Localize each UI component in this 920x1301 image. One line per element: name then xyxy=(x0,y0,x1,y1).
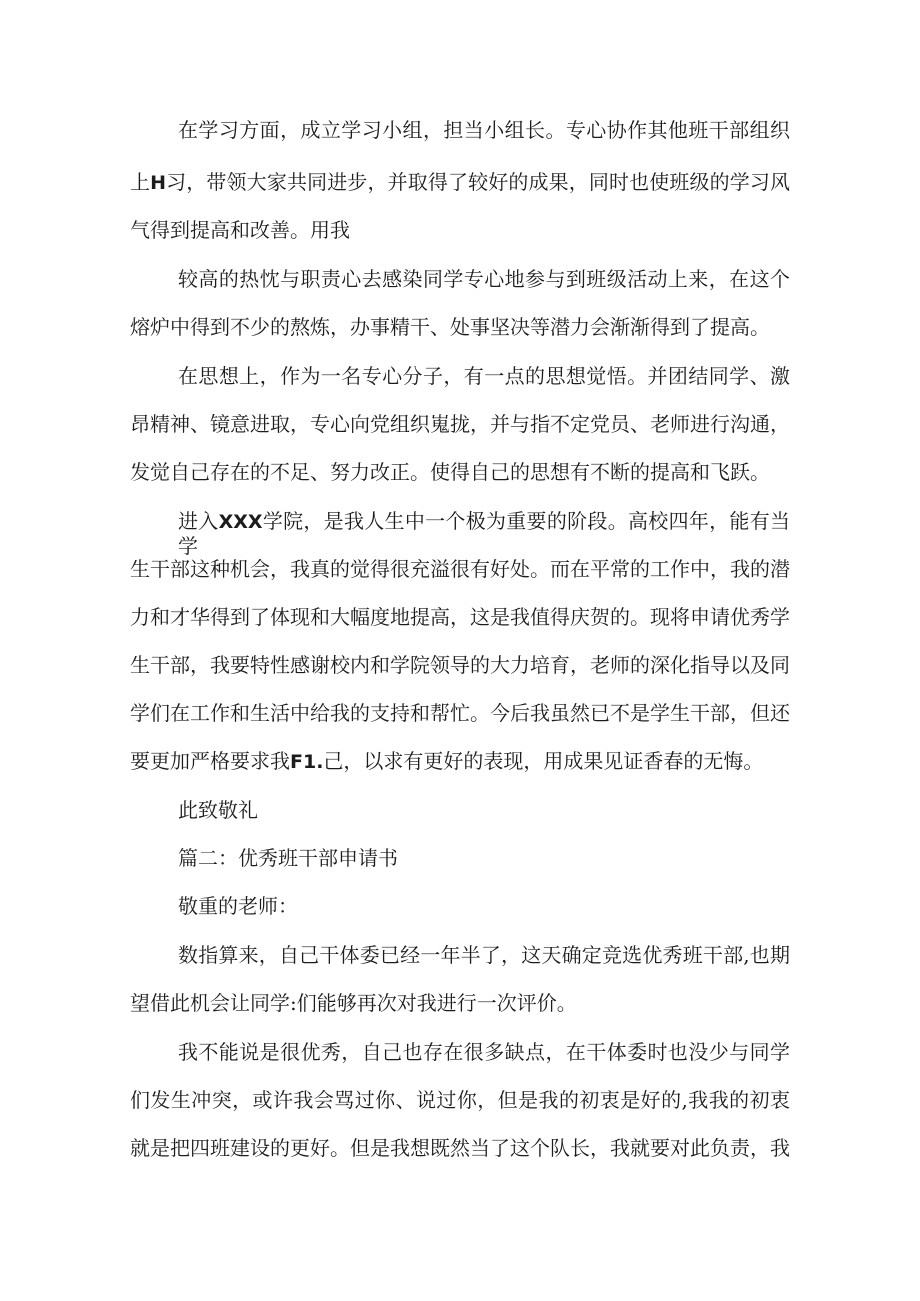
bold-text-segment: F1. xyxy=(290,751,324,773)
text-line: 望借此机会让同学:们能够再次对我进行一次评价。 xyxy=(130,991,577,1015)
text-line: 生干部这种机会，我真的觉得很充溢很有好处。而在平常的工作中，我的潜 xyxy=(130,557,790,581)
text-line: 学们在工作和生活中给我的支持和帮忙。今后我虽然已不是学生干部，但还 xyxy=(130,701,790,725)
text-line: 熔炉中得到不少的熬炼，办事精干、处事坚决等潜力会渐渐得到了提高。 xyxy=(130,315,770,339)
greeting-line: 敬重的老师： xyxy=(178,894,298,918)
text-line xyxy=(178,509,791,558)
text-line: 发觉自己存在的不足、努力改正。使得自己的思想有不断的提高和飞跃。 xyxy=(130,460,770,484)
text-line: 我不能说是很优秀，自己也存在很多缺点，在干体委时也没少与同学 xyxy=(178,1040,790,1064)
text-line: 们发生冲突，或许我会骂过你、说过你，但是我的初衷是好的,我我的初衷 xyxy=(130,1088,790,1112)
text-line: 气得到提高和改善。用我 xyxy=(130,218,350,242)
section-heading: 篇二：优秀班干部申请书 xyxy=(178,846,398,870)
text-line xyxy=(130,749,790,773)
text-segment: 要更加严格要求我 xyxy=(130,749,290,773)
text-line: 较高的热忱与职责心去感染同学专心地参与到班级活动上来，在这个 xyxy=(178,267,790,291)
text-segment: 己，以求有更好的表现，用成果见证香春的无悔。 xyxy=(323,749,764,773)
text-segment: 进入 xyxy=(178,509,219,533)
text-line xyxy=(130,170,790,194)
text-line: 数指算来，自己干体委已经一年半了，这天确定竞选优秀班干部,也期 xyxy=(178,943,790,967)
text-segment: 学院，是我人生中一个极为重要的阶段。高校四年，能有当学 xyxy=(178,509,791,558)
text-line: 在学习方面，成立学习小组，担当小组长。专心协作其他班干部组织 xyxy=(178,118,790,142)
bold-text-segment: H xyxy=(150,172,167,194)
text-line: 就是把四班建设的更好。但是我想既然当了这个队长，我就要对此负责，我 xyxy=(130,1136,790,1160)
text-line: 在思想上，作为一名专心分子，有一点的思想觉悟。并团结同学、激 xyxy=(178,364,790,388)
text-segment: 习，带领大家共同进步，并取得了较好的成果，同时也使班级的学习风 xyxy=(166,170,791,194)
text-line: 生干部，我要特性感谢校内和学院领导的大力培育，老师的深化指导以及同 xyxy=(130,653,790,677)
bold-text-segment: XXX xyxy=(218,511,263,533)
closing-salutation: 此致敬礼 xyxy=(178,798,258,822)
text-line: 力和才华得到了体现和大幅度地提高，这是我值得庆贺的。现将申请优秀学 xyxy=(130,605,790,629)
text-line: 昂精神、镜意进取，专心向党组织嵬拢，并与指不定党员、老师进行沟通， xyxy=(130,412,790,436)
text-segment: 上 xyxy=(130,170,151,194)
